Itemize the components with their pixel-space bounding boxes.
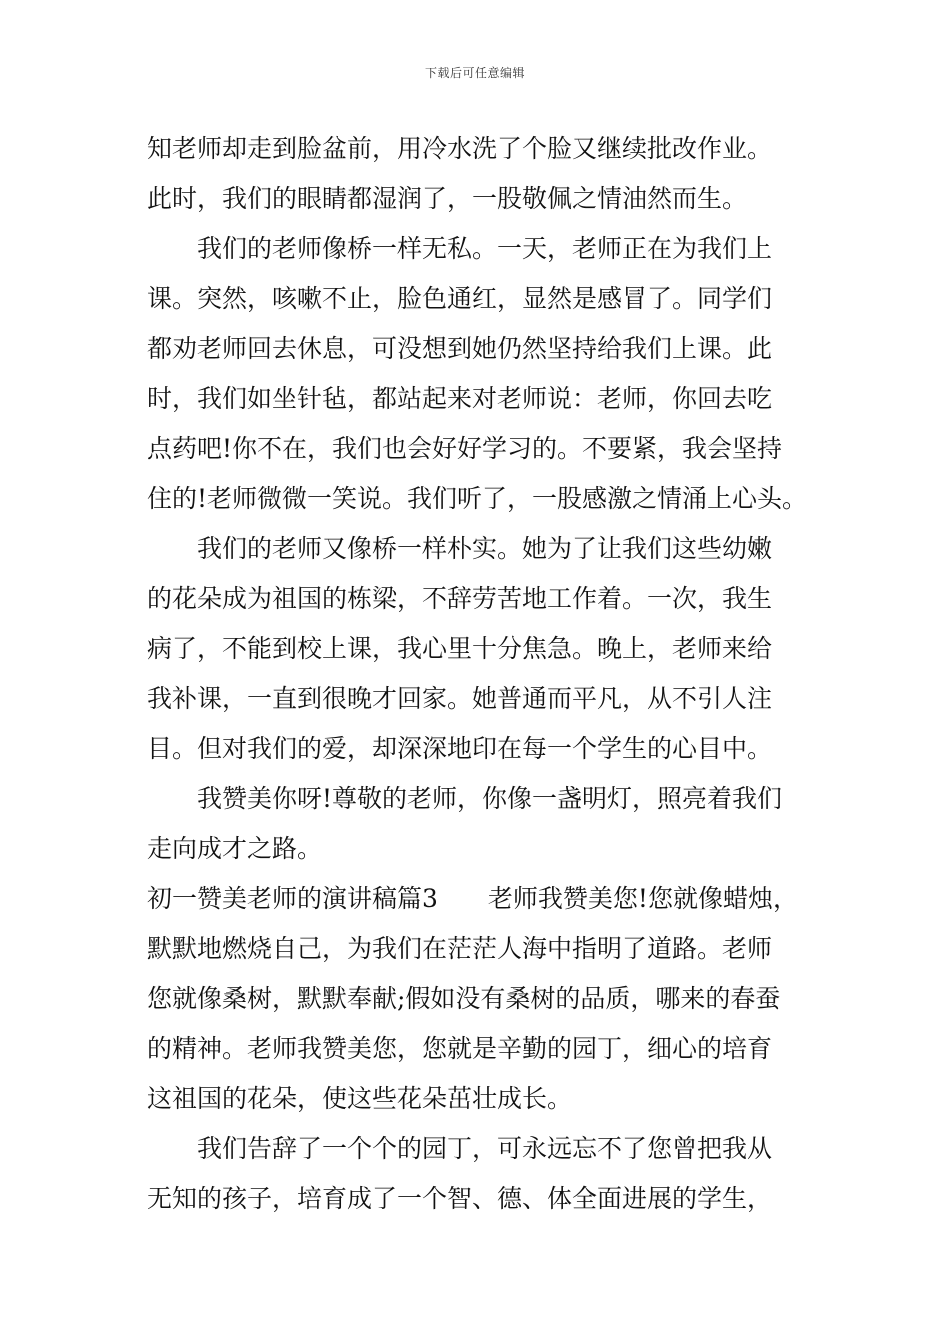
text-line: 的精神。老师我赞美您，您就是辛勤的园丁，细心的培育 [147, 1034, 773, 1063]
paragraph-start-line: 我赞美你呀!尊敬的老师，你像一盏明灯，照亮着我们 [197, 784, 783, 813]
text-line: 默默地燃烧自己，为我们在茫茫人海中指明了道路。老师 [147, 934, 773, 963]
text-line: 您就像桑树，默默奉献;假如没有桑树的品质，哪来的春蚕 [147, 984, 781, 1013]
page-header: 下载后可任意编辑 [424, 66, 525, 80]
paragraph-start-line: 我们的老师像桥一样无私。一天，老师正在为我们上 [197, 234, 773, 263]
text-line: 知老师却走到脸盆前，用冷水洗了个脸又继续批改作业。 [147, 134, 773, 163]
text-line: 都劝老师回去休息，可没想到她仍然坚持给我们上课。此 [147, 334, 773, 363]
section-heading: 初一赞美老师的演讲稿篇3 [147, 884, 438, 913]
text-line: 时，我们如坐针毡，都站起来对老师说：老师，你回去吃 [147, 384, 773, 413]
text-line: 住的!老师微微一笑说。我们听了，一股感激之情涌上心头。 [147, 484, 808, 513]
text-line: 这祖国的花朵，使这些花朵茁壮成长。 [147, 1084, 573, 1113]
text-line: 的花朵成为祖国的栋梁，不辞劳苦地工作着。一次，我生 [147, 584, 773, 613]
text-line: 走向成才之路。 [147, 834, 323, 863]
paragraph-start-line: 我们告辞了一个个的园丁，可永远忘不了您曾把我从 [197, 1134, 773, 1163]
section-first-sentence: 老师我赞美您!您就像蜡烛， [487, 884, 798, 913]
section-heading-line [147, 874, 827, 924]
text-line: 目。但对我们的爱，却深深地印在每一个学生的心目中。 [147, 734, 773, 763]
paragraph-start-line: 我们的老师又像桥一样朴实。她为了让我们这些幼嫩 [197, 534, 773, 563]
text-line: 我补课，一直到很晚才回家。她普通而平凡，从不引人注 [147, 684, 773, 713]
document-body [147, 124, 827, 1224]
text-line: 课。突然，咳嗽不止，脸色通红，显然是感冒了。同学们 [147, 284, 773, 313]
text-line: 此时，我们的眼睛都湿润了，一股敬佩之情油然而生。 [147, 184, 748, 213]
text-line: 点药吧!你不在，我们也会好好学习的。不要紧，我会坚持 [147, 434, 783, 463]
text-line: 无知的孩子，培育成了一个智、德、体全面进展的学生， [147, 1184, 773, 1213]
text-line: 病了，不能到校上课，我心里十分焦急。晚上，老师来给 [147, 634, 773, 663]
